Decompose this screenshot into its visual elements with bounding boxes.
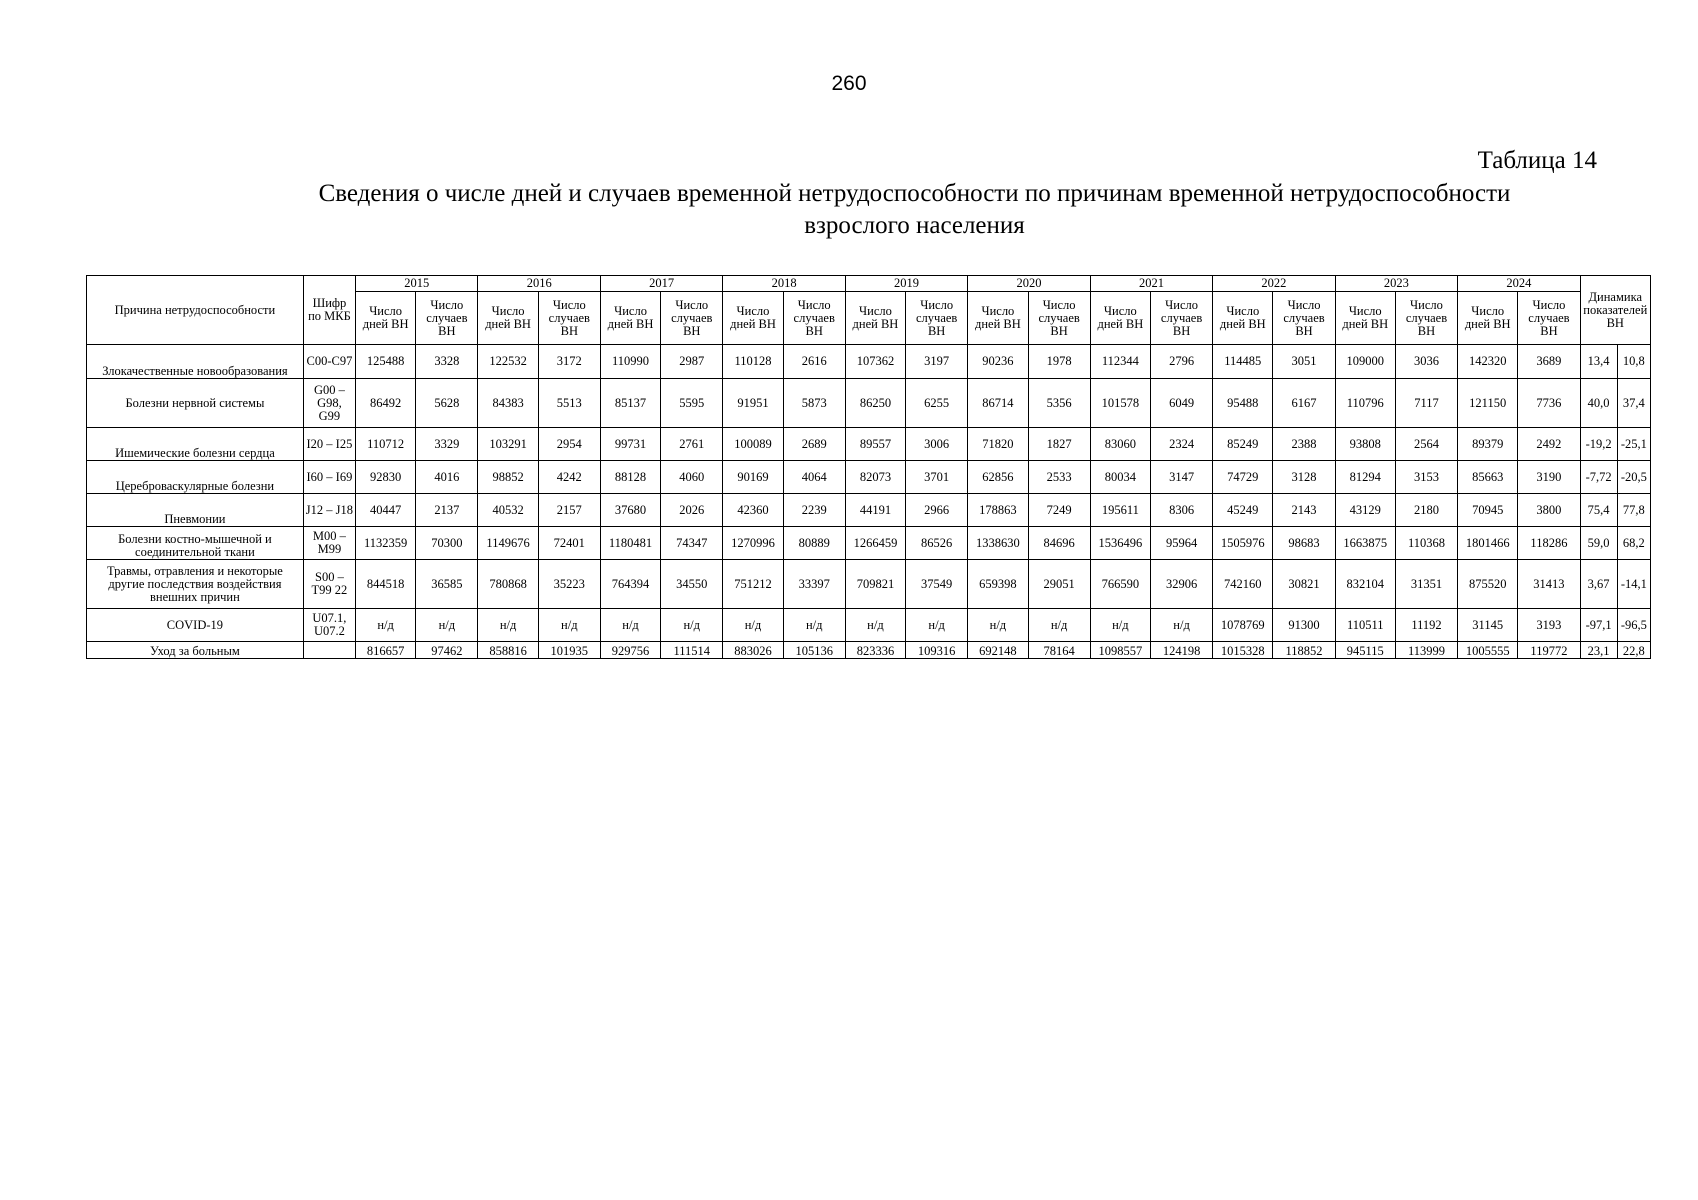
days-cell: 85249 [1213, 428, 1273, 461]
cases-cell: 31351 [1395, 560, 1457, 609]
header-days: Число дней ВН [723, 292, 783, 345]
days-cell: 110128 [723, 345, 783, 379]
days-cell: 858816 [478, 642, 538, 659]
cases-cell: 3329 [416, 428, 478, 461]
days-cell: 875520 [1458, 560, 1518, 609]
days-cell: 88128 [600, 461, 660, 494]
days-cell: 709821 [845, 560, 905, 609]
cases-cell: 2388 [1273, 428, 1335, 461]
cases-cell: 70300 [416, 527, 478, 560]
days-cell: 659398 [968, 560, 1028, 609]
header-cause: Причина нетрудоспособности [87, 276, 304, 345]
cases-cell: 5513 [538, 379, 600, 428]
days-cell: 101578 [1090, 379, 1150, 428]
days-cell: 81294 [1335, 461, 1395, 494]
cause-cell: Болезни костно-мышечной и соединительной ткани [87, 527, 304, 560]
cases-cell: 4064 [783, 461, 845, 494]
cases-cell: 3193 [1518, 609, 1580, 642]
cases-cell: 1978 [1028, 345, 1090, 379]
days-cell: н/д [1090, 609, 1150, 642]
header-year: 2019 [845, 276, 967, 292]
header-year: 2024 [1458, 276, 1580, 292]
table-row [87, 494, 1651, 527]
dynamics-days-cell: 3,67 [1580, 560, 1617, 609]
header-cases: Число случаев ВН [783, 292, 845, 345]
dynamics-cases-cell: 77,8 [1617, 494, 1650, 527]
dynamics-cases-cell: -20,5 [1617, 461, 1650, 494]
code-cell: C00-C97 [303, 345, 355, 379]
cases-cell: 3147 [1150, 461, 1212, 494]
cases-cell: 2954 [538, 428, 600, 461]
cases-cell: 110368 [1395, 527, 1457, 560]
cases-cell: 3689 [1518, 345, 1580, 379]
cases-cell: 113999 [1395, 642, 1457, 659]
days-cell: 92830 [356, 461, 416, 494]
header-cases: Число случаев ВН [538, 292, 600, 345]
days-cell: 86492 [356, 379, 416, 428]
header-year: 2015 [356, 276, 478, 292]
days-cell: н/д [845, 609, 905, 642]
cases-cell: н/д [1150, 609, 1212, 642]
dynamics-days-cell: 23,1 [1580, 642, 1617, 659]
cases-cell: н/д [416, 609, 478, 642]
cases-cell: 2143 [1273, 494, 1335, 527]
header-year: 2017 [600, 276, 722, 292]
days-cell: 31145 [1458, 609, 1518, 642]
days-cell: 80034 [1090, 461, 1150, 494]
days-cell: 70945 [1458, 494, 1518, 527]
days-cell: 90169 [723, 461, 783, 494]
dynamics-days-cell: -97,1 [1580, 609, 1617, 642]
cases-cell: 2987 [661, 345, 723, 379]
cases-cell: 3197 [906, 345, 968, 379]
header-year: 2018 [723, 276, 845, 292]
header-code: Шифр по МКБ [303, 276, 355, 345]
cases-cell: н/д [906, 609, 968, 642]
days-cell: 1270996 [723, 527, 783, 560]
days-cell: н/д [356, 609, 416, 642]
cases-cell: 119772 [1518, 642, 1580, 659]
days-cell: 1015328 [1213, 642, 1273, 659]
days-cell: 82073 [845, 461, 905, 494]
header-cases: Число случаев ВН [416, 292, 478, 345]
table-row [87, 642, 1651, 659]
cases-cell: 36585 [416, 560, 478, 609]
cases-cell: 2026 [661, 494, 723, 527]
cause-cell: Злокачественные новообразования [87, 345, 304, 379]
cases-cell: 33397 [783, 560, 845, 609]
cases-cell: 80889 [783, 527, 845, 560]
days-cell: 91951 [723, 379, 783, 428]
dynamics-days-cell: -7,72 [1580, 461, 1617, 494]
days-cell: 107362 [845, 345, 905, 379]
cases-cell: 2157 [538, 494, 600, 527]
dynamics-days-cell: -19,2 [1580, 428, 1617, 461]
table-row [87, 609, 1651, 642]
cases-cell: 29051 [1028, 560, 1090, 609]
days-cell: 37680 [600, 494, 660, 527]
dynamics-cases-cell: 22,8 [1617, 642, 1650, 659]
header-row-years [87, 276, 1651, 292]
header-days: Число дней ВН [1335, 292, 1395, 345]
days-cell: н/д [723, 609, 783, 642]
days-cell: 40447 [356, 494, 416, 527]
days-cell: 816657 [356, 642, 416, 659]
code-cell: S00 – T99 22 [303, 560, 355, 609]
cases-cell: 95964 [1150, 527, 1212, 560]
cases-cell: 11192 [1395, 609, 1457, 642]
cases-cell: 2324 [1150, 428, 1212, 461]
cases-cell: 118286 [1518, 527, 1580, 560]
days-cell: 1266459 [845, 527, 905, 560]
cases-cell: 72401 [538, 527, 600, 560]
days-cell: 103291 [478, 428, 538, 461]
cause-cell: Болезни нервной системы [87, 379, 304, 428]
cases-cell: 6167 [1273, 379, 1335, 428]
cases-cell: 124198 [1150, 642, 1212, 659]
days-cell: 780868 [478, 560, 538, 609]
days-cell: 929756 [600, 642, 660, 659]
cases-cell: 2533 [1028, 461, 1090, 494]
header-days: Число дней ВН [600, 292, 660, 345]
days-cell: 1801466 [1458, 527, 1518, 560]
cases-cell: 2966 [906, 494, 968, 527]
cases-cell: 3328 [416, 345, 478, 379]
header-cases: Число случаев ВН [1518, 292, 1580, 345]
cases-cell: 4016 [416, 461, 478, 494]
cases-cell: 78164 [1028, 642, 1090, 659]
cause-cell: COVID-19 [87, 609, 304, 642]
cases-cell: 3036 [1395, 345, 1457, 379]
cases-cell: 5356 [1028, 379, 1090, 428]
table-row [87, 461, 1651, 494]
dynamics-cases-cell: -96,5 [1617, 609, 1650, 642]
cases-cell: н/д [1028, 609, 1090, 642]
cases-cell: 7249 [1028, 494, 1090, 527]
cases-cell: 3051 [1273, 345, 1335, 379]
days-cell: 742160 [1213, 560, 1273, 609]
days-cell: 945115 [1335, 642, 1395, 659]
days-cell: 42360 [723, 494, 783, 527]
days-cell: 1536496 [1090, 527, 1150, 560]
days-cell: 93808 [1335, 428, 1395, 461]
days-cell: 43129 [1335, 494, 1395, 527]
cases-cell: 2137 [416, 494, 478, 527]
code-cell: J12 – J18 [303, 494, 355, 527]
header-days: Число дней ВН [478, 292, 538, 345]
dynamics-days-cell: 75,4 [1580, 494, 1617, 527]
table-row [87, 560, 1651, 609]
cases-cell: 7117 [1395, 379, 1457, 428]
header-days: Число дней ВН [1090, 292, 1150, 345]
cases-cell: 37549 [906, 560, 968, 609]
days-cell: 99731 [600, 428, 660, 461]
cases-cell: 2761 [661, 428, 723, 461]
days-cell: 86250 [845, 379, 905, 428]
cases-cell: 2564 [1395, 428, 1457, 461]
days-cell: 1098557 [1090, 642, 1150, 659]
days-cell: 1338630 [968, 527, 1028, 560]
cases-cell: 86526 [906, 527, 968, 560]
days-cell: 84383 [478, 379, 538, 428]
cases-cell: 32906 [1150, 560, 1212, 609]
dynamics-cases-cell: 10,8 [1617, 345, 1650, 379]
cases-cell: 30821 [1273, 560, 1335, 609]
days-cell: 1663875 [1335, 527, 1395, 560]
dynamics-days-cell: 13,4 [1580, 345, 1617, 379]
dynamics-days-cell: 40,0 [1580, 379, 1617, 428]
cause-cell: Уход за больным [87, 642, 304, 659]
cases-cell: 111514 [661, 642, 723, 659]
header-cases: Число случаев ВН [1273, 292, 1335, 345]
header-cases: Число случаев ВН [1150, 292, 1212, 345]
header-year: 2020 [968, 276, 1090, 292]
header-year: 2022 [1213, 276, 1335, 292]
cases-cell: 35223 [538, 560, 600, 609]
days-cell: 110990 [600, 345, 660, 379]
cases-cell: 109316 [906, 642, 968, 659]
table-label: Таблица 14 [1477, 147, 1597, 174]
days-cell: 1078769 [1213, 609, 1273, 642]
days-cell: 89379 [1458, 428, 1518, 461]
table-title [230, 178, 1599, 242]
header-days: Число дней ВН [1213, 292, 1273, 345]
code-cell: G00 – G98, G99 [303, 379, 355, 428]
table-row [87, 527, 1651, 560]
days-cell: 692148 [968, 642, 1028, 659]
days-cell: 883026 [723, 642, 783, 659]
days-cell: н/д [968, 609, 1028, 642]
days-cell: 95488 [1213, 379, 1273, 428]
days-cell: 98852 [478, 461, 538, 494]
cause-cell: Цереброваскулярные болезни [87, 461, 304, 494]
cases-cell: 3172 [538, 345, 600, 379]
cases-cell: 1827 [1028, 428, 1090, 461]
cases-cell: 2796 [1150, 345, 1212, 379]
header-cases: Число случаев ВН [1028, 292, 1090, 345]
cause-cell: Пневмонии [87, 494, 304, 527]
days-cell: 832104 [1335, 560, 1395, 609]
cases-cell: 4060 [661, 461, 723, 494]
cases-cell: 4242 [538, 461, 600, 494]
days-cell: 1132359 [356, 527, 416, 560]
days-cell: 89557 [845, 428, 905, 461]
dynamics-cases-cell: -25,1 [1617, 428, 1650, 461]
header-dynamics: Динамика показателей ВН [1580, 276, 1650, 345]
code-cell [303, 642, 355, 659]
table-row [87, 345, 1651, 379]
header-year: 2016 [478, 276, 600, 292]
days-cell: 71820 [968, 428, 1028, 461]
days-cell: 114485 [1213, 345, 1273, 379]
cases-cell: 5873 [783, 379, 845, 428]
cases-cell: 2689 [783, 428, 845, 461]
days-cell: 62856 [968, 461, 1028, 494]
cases-cell: 3701 [906, 461, 968, 494]
dynamics-cases-cell: 68,2 [1617, 527, 1650, 560]
code-cell: U07.1, U07.2 [303, 609, 355, 642]
table-row [87, 428, 1651, 461]
dynamics-cases-cell: 37,4 [1617, 379, 1650, 428]
header-cases: Число случаев ВН [906, 292, 968, 345]
header-cases: Число случаев ВН [661, 292, 723, 345]
cases-cell: 2616 [783, 345, 845, 379]
days-cell: 90236 [968, 345, 1028, 379]
cases-cell: 74347 [661, 527, 723, 560]
cases-cell: 2180 [1395, 494, 1457, 527]
cases-cell: 98683 [1273, 527, 1335, 560]
cases-cell: 84696 [1028, 527, 1090, 560]
table-body [87, 345, 1651, 659]
cases-cell: 34550 [661, 560, 723, 609]
table-title-line-2: взрослого населения [804, 212, 1025, 239]
cases-cell: 6255 [906, 379, 968, 428]
cases-cell: 8306 [1150, 494, 1212, 527]
days-cell: 823336 [845, 642, 905, 659]
days-cell: 110511 [1335, 609, 1395, 642]
cases-cell: 2239 [783, 494, 845, 527]
days-cell: 100089 [723, 428, 783, 461]
days-cell: 766590 [1090, 560, 1150, 609]
days-cell: 40532 [478, 494, 538, 527]
days-cell: 844518 [356, 560, 416, 609]
cases-cell: н/д [538, 609, 600, 642]
cases-cell: 101935 [538, 642, 600, 659]
code-cell: M00 – M99 [303, 527, 355, 560]
days-cell: н/д [478, 609, 538, 642]
code-cell: I60 – I69 [303, 461, 355, 494]
days-cell: 45249 [1213, 494, 1273, 527]
days-cell: 142320 [1458, 345, 1518, 379]
cases-cell: 31413 [1518, 560, 1580, 609]
header-year: 2023 [1335, 276, 1457, 292]
days-cell: 764394 [600, 560, 660, 609]
code-cell: I20 – I25 [303, 428, 355, 461]
days-cell: 74729 [1213, 461, 1273, 494]
days-cell: 112344 [1090, 345, 1150, 379]
table-row [87, 379, 1651, 428]
cases-cell: 91300 [1273, 609, 1335, 642]
cases-cell: 105136 [783, 642, 845, 659]
header-days: Число дней ВН [968, 292, 1028, 345]
table-title-line-1: Сведения о числе дней и случаев временной нетрудоспособности по причинам временной нетрудоспособности [318, 180, 1511, 207]
dynamics-cases-cell: -14,1 [1617, 560, 1650, 609]
days-cell: 44191 [845, 494, 905, 527]
cause-cell: Ишемические болезни сердца [87, 428, 304, 461]
days-cell: 121150 [1458, 379, 1518, 428]
dynamics-days-cell: 59,0 [1580, 527, 1617, 560]
cases-cell: 3006 [906, 428, 968, 461]
days-cell: 122532 [478, 345, 538, 379]
cases-cell: 3800 [1518, 494, 1580, 527]
days-cell: 125488 [356, 345, 416, 379]
cases-cell: 6049 [1150, 379, 1212, 428]
cases-cell: 5628 [416, 379, 478, 428]
cases-cell: 97462 [416, 642, 478, 659]
cases-cell: н/д [661, 609, 723, 642]
days-cell: 751212 [723, 560, 783, 609]
cases-cell: 2492 [1518, 428, 1580, 461]
days-cell: 83060 [1090, 428, 1150, 461]
days-cell: н/д [600, 609, 660, 642]
cases-cell: н/д [783, 609, 845, 642]
days-cell: 178863 [968, 494, 1028, 527]
cases-cell: 3153 [1395, 461, 1457, 494]
days-cell: 85663 [1458, 461, 1518, 494]
days-cell: 1005555 [1458, 642, 1518, 659]
header-days: Число дней ВН [356, 292, 416, 345]
cause-cell: Травмы, отравления и некоторые другие последствия воздействия внешних причин [87, 560, 304, 609]
days-cell: 195611 [1090, 494, 1150, 527]
cases-cell: 5595 [661, 379, 723, 428]
days-cell: 1505976 [1213, 527, 1273, 560]
page-number: 260 [831, 72, 867, 95]
days-cell: 109000 [1335, 345, 1395, 379]
days-cell: 110796 [1335, 379, 1395, 428]
days-cell: 110712 [356, 428, 416, 461]
cases-cell: 118852 [1273, 642, 1335, 659]
header-year: 2021 [1090, 276, 1212, 292]
days-cell: 85137 [600, 379, 660, 428]
days-cell: 1149676 [478, 527, 538, 560]
days-cell: 86714 [968, 379, 1028, 428]
header-days: Число дней ВН [845, 292, 905, 345]
header-days: Число дней ВН [1458, 292, 1518, 345]
cases-cell: 7736 [1518, 379, 1580, 428]
header-cases: Число случаев ВН [1395, 292, 1457, 345]
days-cell: 1180481 [600, 527, 660, 560]
cases-cell: 3128 [1273, 461, 1335, 494]
cases-cell: 3190 [1518, 461, 1580, 494]
sick-leave-table [86, 275, 1651, 659]
